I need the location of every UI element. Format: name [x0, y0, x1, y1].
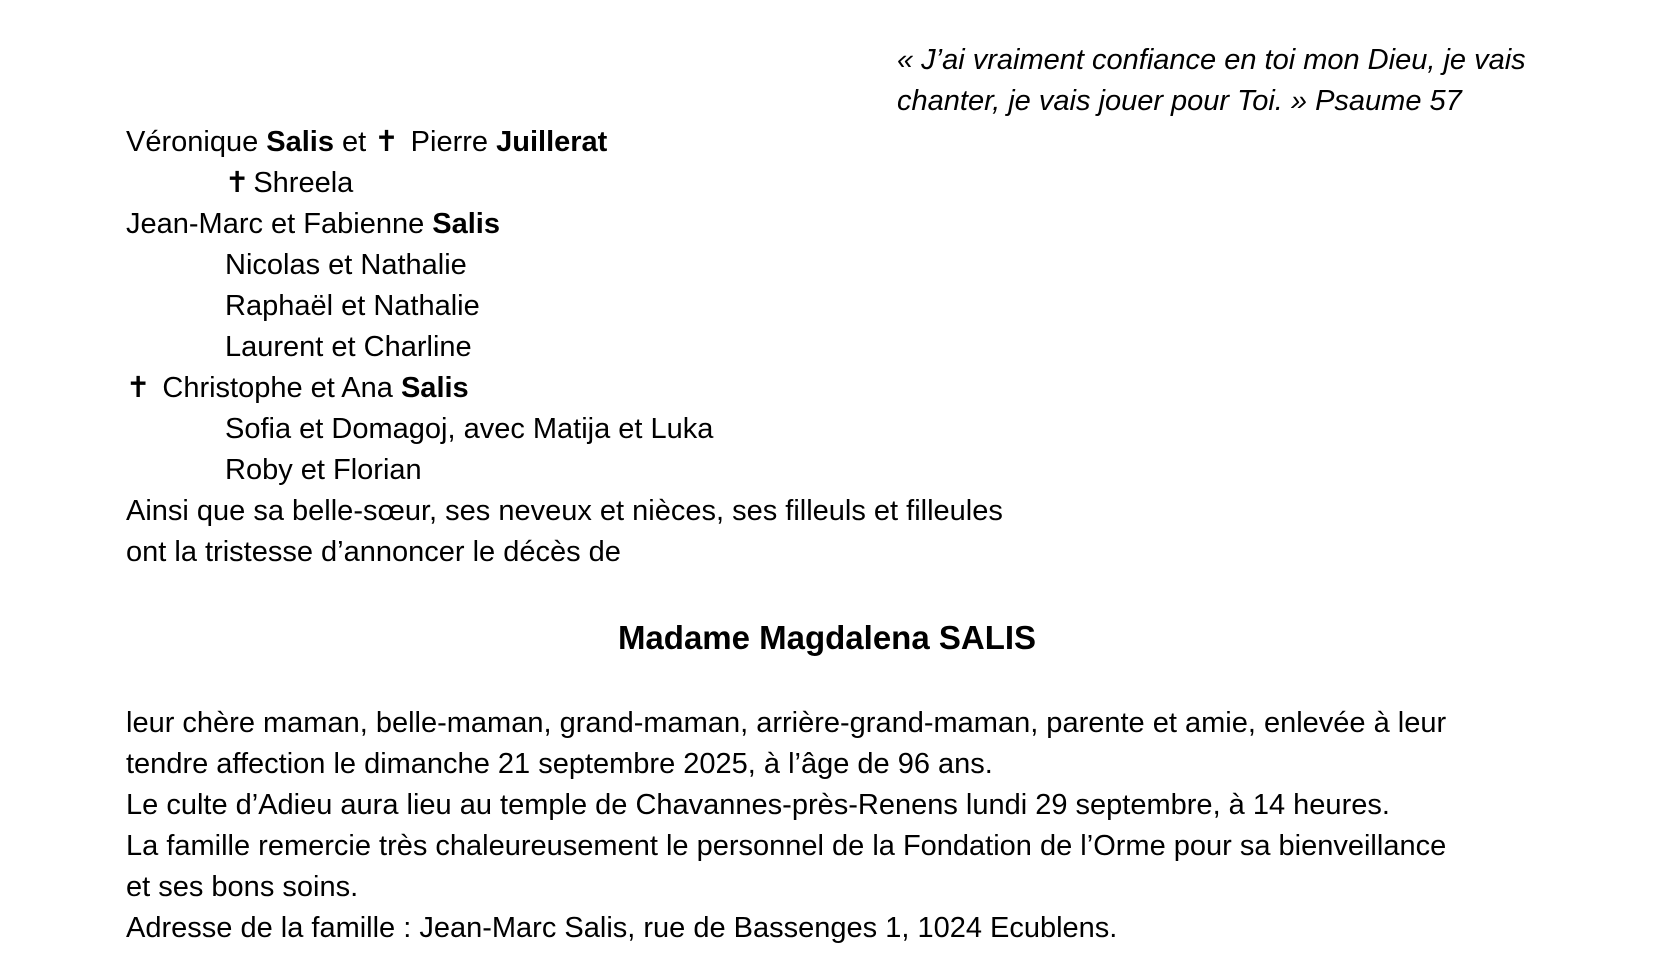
- family-line-announce: ont la tristesse d’annoncer le décès de: [126, 536, 621, 568]
- family-line-raphael: Raphaël et Nathalie: [225, 290, 480, 322]
- body-line-address: Adresse de la famille : Jean-Marc Salis, rue de Bassenges 1, 1024 Ecublens.: [126, 912, 1118, 944]
- quote-line-1: « J’ai vraiment confiance en toi mon Dieu, je vais: [897, 44, 1526, 76]
- family-line-veronique: Véronique Salis et ✝ Pierre Juillerat: [126, 126, 608, 158]
- family-list: [126, 122, 1003, 573]
- family-line-christophe: ✝ Christophe et Ana Salis: [126, 372, 469, 404]
- body-line-thanks-2: et ses bons soins.: [126, 871, 359, 903]
- body-line-thanks-1: La famille remercie très chaleureusement le personnel de la Fondation de l’Orme pour sa bienveillance: [126, 830, 1447, 862]
- cross-icon: ✝: [225, 167, 250, 199]
- family-line-shreela: ✝ Shreela: [225, 167, 354, 199]
- family-line-jean-marc: Jean-Marc et Fabienne Salis: [126, 208, 500, 240]
- family-line-sofia: Sofia et Domagoj, avec Matija et Luka: [225, 413, 714, 445]
- body-line-1: leur chère maman, belle-maman, grand-maman, arrière-grand-maman, parente et amie, enlevée à leur: [126, 707, 1447, 739]
- family-line-nicolas: Nicolas et Nathalie: [225, 249, 467, 281]
- psalm-quote: [897, 40, 1597, 122]
- cross-icon: ✝: [374, 126, 399, 158]
- family-line-roby: Roby et Florian: [225, 454, 422, 486]
- notice-body: [126, 703, 1546, 949]
- body-line-service: Le culte d’Adieu aura lieu au temple de Chavannes-près-Renens lundi 29 septembre, à 14 heures.: [126, 789, 1390, 821]
- body-line-2: tendre affection le dimanche 21 septembre 2025, à l’âge de 96 ans.: [126, 748, 993, 780]
- family-line-extended: Ainsi que sa belle-sœur, ses neveux et nièces, ses filleuls et filleules: [126, 495, 1003, 527]
- family-line-laurent: Laurent et Charline: [225, 331, 472, 363]
- cross-icon: ✝: [126, 372, 151, 404]
- quote-line-2: chanter, je vais jouer pour Toi. » Psaume 57: [897, 85, 1462, 117]
- deceased-name: Madame Magdalena SALIS: [617, 619, 1037, 656]
